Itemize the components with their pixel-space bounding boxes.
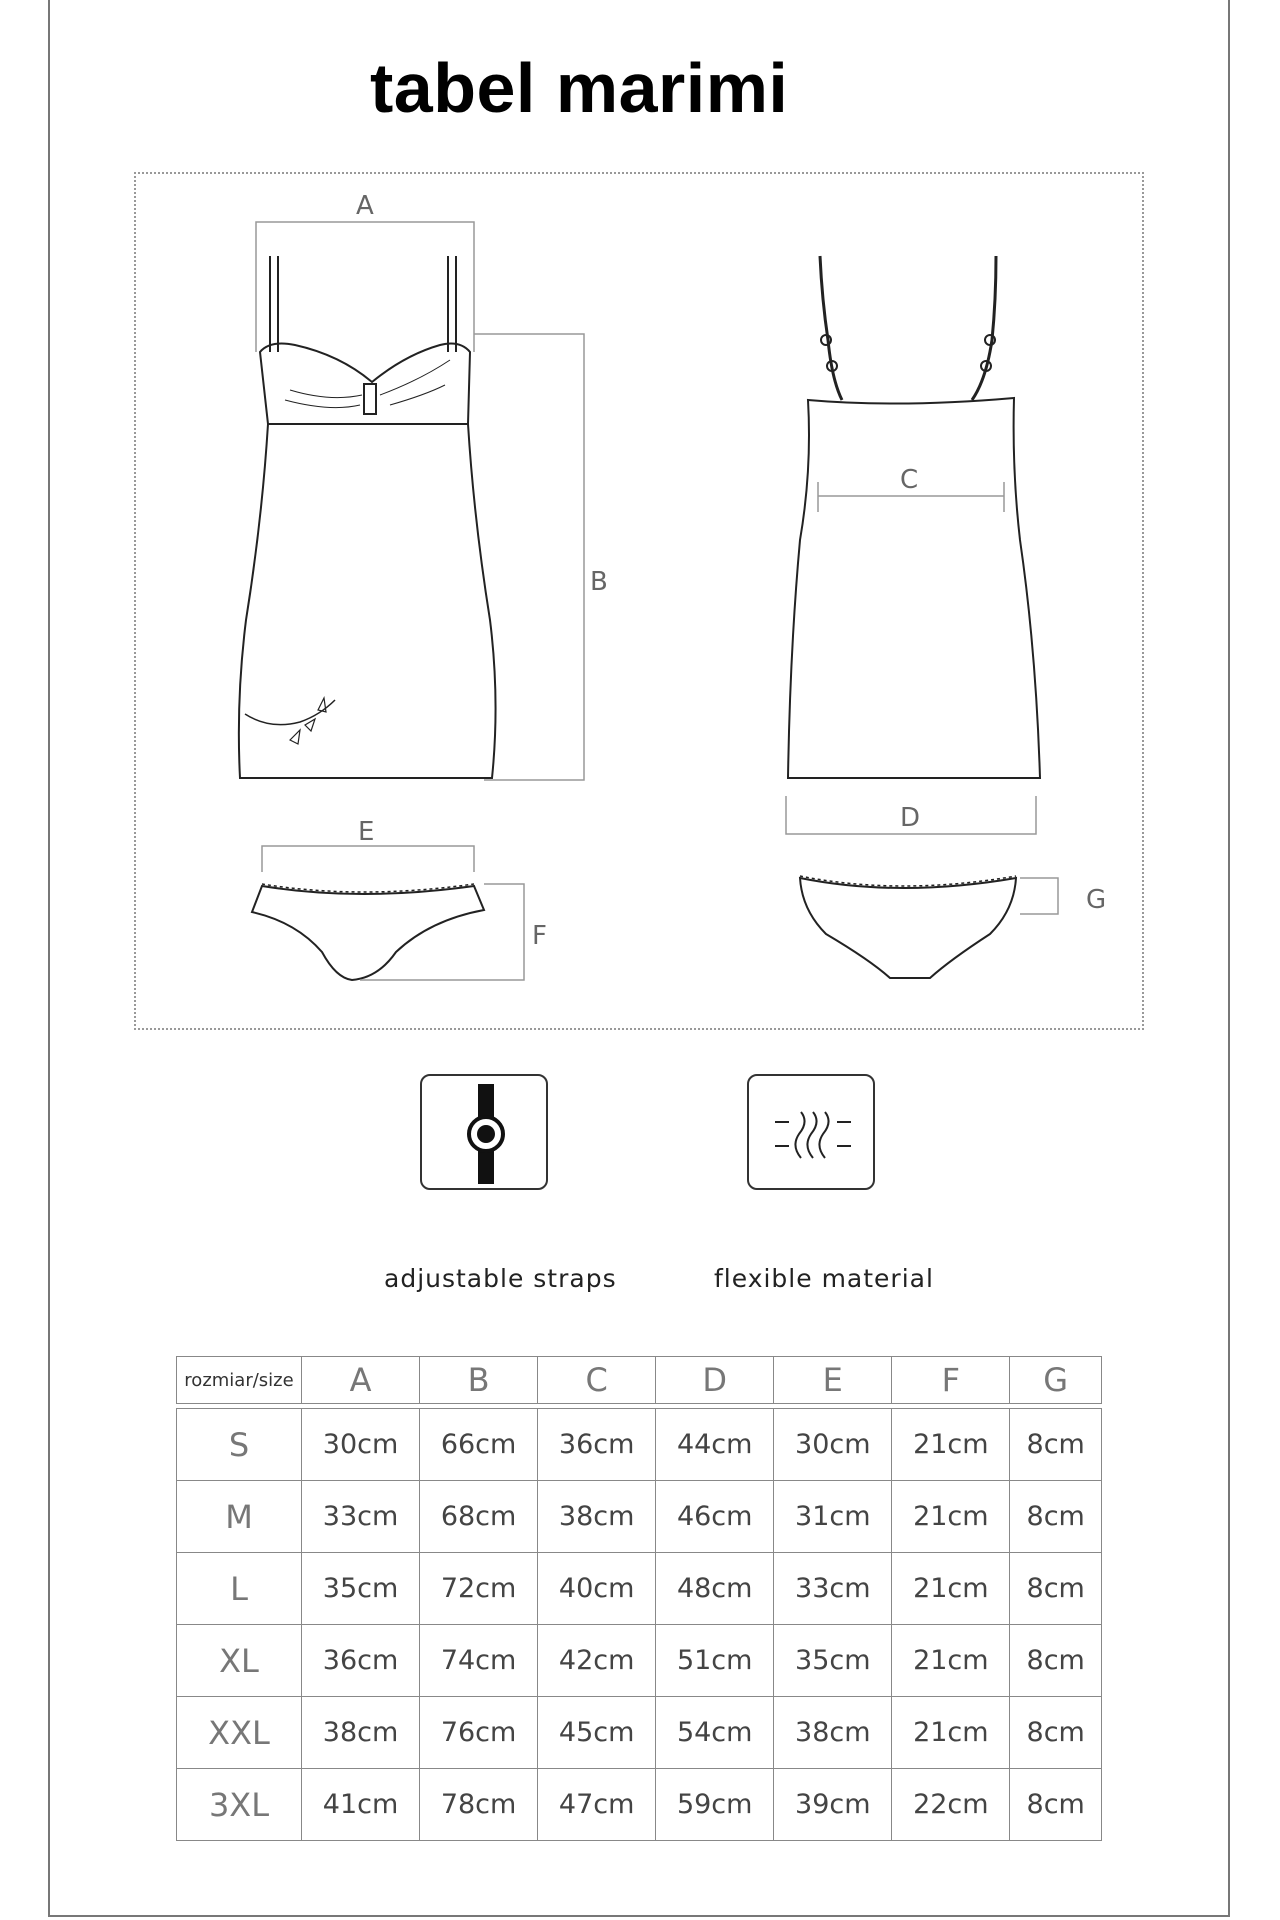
- table-cell: 21cm: [892, 1697, 1010, 1769]
- flexible-material-caption: flexible material: [714, 1264, 934, 1293]
- table-cell: 8cm: [1010, 1553, 1102, 1625]
- table-cell: 78cm: [420, 1769, 538, 1841]
- table-cell: 66cm: [420, 1409, 538, 1481]
- column-header-c: C: [538, 1357, 656, 1404]
- table-cell: 30cm: [774, 1409, 892, 1481]
- table-cell: 35cm: [774, 1625, 892, 1697]
- table-cell: 33cm: [774, 1553, 892, 1625]
- column-header-d: D: [656, 1357, 774, 1404]
- table-cell: 59cm: [656, 1769, 774, 1841]
- front-brief-drawing: [252, 884, 484, 980]
- size-cell: XL: [177, 1625, 302, 1697]
- size-table: [176, 1356, 1102, 1841]
- table-row: [177, 1553, 1102, 1625]
- table-cell: 38cm: [774, 1697, 892, 1769]
- table-cell: 8cm: [1010, 1481, 1102, 1553]
- table-cell: 48cm: [656, 1553, 774, 1625]
- column-header-g: G: [1010, 1357, 1102, 1404]
- column-header-f: F: [892, 1357, 1010, 1404]
- table-row: [177, 1769, 1102, 1841]
- label-a: A: [356, 191, 374, 221]
- adjustable-straps-caption: adjustable straps: [384, 1264, 617, 1293]
- column-header-b: B: [420, 1357, 538, 1404]
- column-header-e: E: [774, 1357, 892, 1404]
- table-cell: 35cm: [302, 1553, 420, 1625]
- table-cell: 47cm: [538, 1769, 656, 1841]
- measure-e-line: [262, 846, 474, 872]
- measure-a-line: [256, 222, 474, 352]
- size-cell: 3XL: [177, 1769, 302, 1841]
- size-cell: XXL: [177, 1697, 302, 1769]
- measure-b-line: [474, 334, 584, 780]
- table-cell: 45cm: [538, 1697, 656, 1769]
- table-cell: 21cm: [892, 1553, 1010, 1625]
- label-f: F: [532, 921, 547, 951]
- table-cell: 40cm: [538, 1553, 656, 1625]
- table-cell: 41cm: [302, 1769, 420, 1841]
- page-title: tabel marimi: [370, 49, 789, 127]
- size-cell: L: [177, 1553, 302, 1625]
- table-cell: 36cm: [302, 1625, 420, 1697]
- table-cell: 21cm: [892, 1409, 1010, 1481]
- table-cell: 8cm: [1010, 1625, 1102, 1697]
- column-header-a: A: [302, 1357, 420, 1404]
- label-d: D: [900, 803, 921, 833]
- table-cell: 21cm: [892, 1625, 1010, 1697]
- table-cell: 46cm: [656, 1481, 774, 1553]
- table-cell: 33cm: [302, 1481, 420, 1553]
- table-cell: 68cm: [420, 1481, 538, 1553]
- table-cell: 39cm: [774, 1769, 892, 1841]
- table-cell: 8cm: [1010, 1697, 1102, 1769]
- table-cell: 8cm: [1010, 1409, 1102, 1481]
- table-cell: 44cm: [656, 1409, 774, 1481]
- table-cell: 72cm: [420, 1553, 538, 1625]
- table-cell: 76cm: [420, 1697, 538, 1769]
- front-chemise-drawing: [239, 256, 496, 778]
- table-cell: 54cm: [656, 1697, 774, 1769]
- size-cell: S: [177, 1409, 302, 1481]
- size-cell: M: [177, 1481, 302, 1553]
- size-column-header: rozmiar/size: [177, 1357, 302, 1404]
- size-table-header: [177, 1357, 1102, 1404]
- back-chemise-drawing: [788, 256, 1040, 778]
- table-cell: 8cm: [1010, 1769, 1102, 1841]
- table-cell: 42cm: [538, 1625, 656, 1697]
- table-cell: 21cm: [892, 1481, 1010, 1553]
- table-row: [177, 1625, 1102, 1697]
- table-cell: 31cm: [774, 1481, 892, 1553]
- stretch-wave-icon: [747, 1074, 875, 1190]
- measure-g-line: [1020, 878, 1058, 914]
- table-row: [177, 1409, 1102, 1481]
- table-row: [177, 1481, 1102, 1553]
- table-cell: 38cm: [302, 1697, 420, 1769]
- table-cell: 74cm: [420, 1625, 538, 1697]
- label-e: E: [358, 817, 375, 847]
- label-c: C: [900, 465, 919, 495]
- strap-adjuster-icon: [420, 1074, 548, 1190]
- table-cell: 22cm: [892, 1769, 1010, 1841]
- label-b: B: [590, 567, 608, 597]
- table-cell: 51cm: [656, 1625, 774, 1697]
- table-cell: 36cm: [538, 1409, 656, 1481]
- table-cell: 38cm: [538, 1481, 656, 1553]
- table-cell: 30cm: [302, 1409, 420, 1481]
- table-row: [177, 1697, 1102, 1769]
- back-brief-drawing: [800, 876, 1016, 978]
- label-g: G: [1086, 885, 1107, 915]
